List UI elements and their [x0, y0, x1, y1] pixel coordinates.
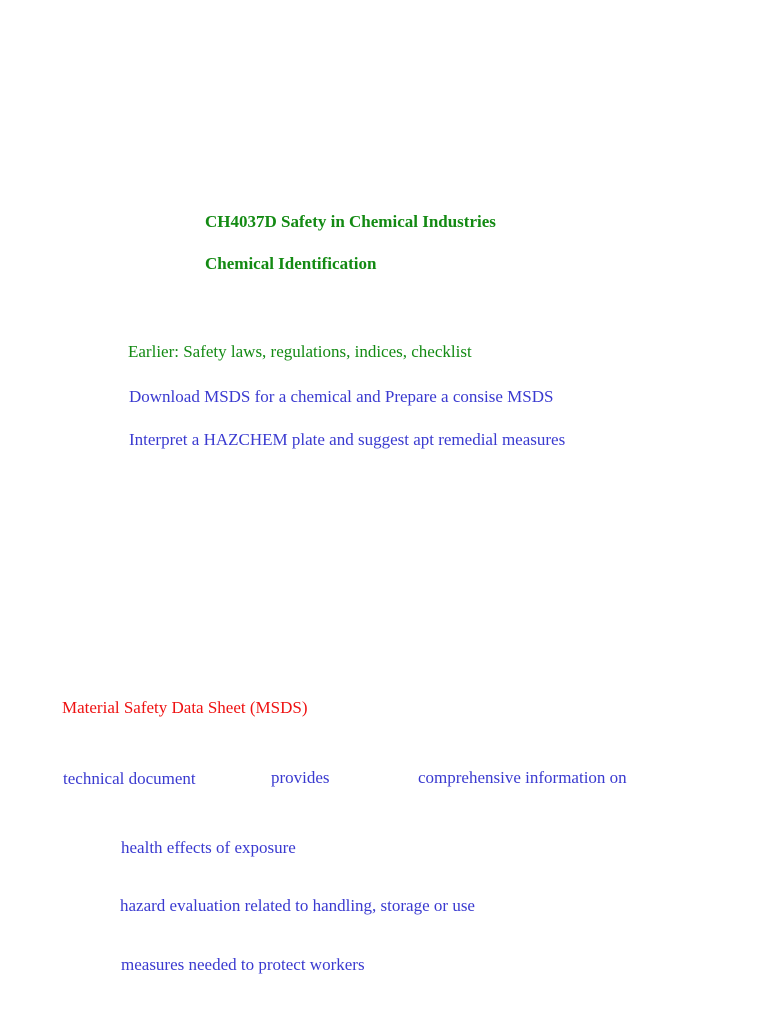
msds-item-protect-workers: measures needed to protect workers: [121, 955, 365, 974]
definition-provides: provides: [271, 768, 330, 787]
definition-comprehensive-information: comprehensive information on: [418, 768, 627, 787]
earlier-topics: Earlier: Safety laws, regulations, indices, checklist: [128, 342, 472, 361]
course-title: CH4037D Safety in Chemical Industries: [205, 212, 496, 231]
objective-msds: Download MSDS for a chemical and Prepare a consise MSDS: [129, 387, 554, 406]
msds-heading: Material Safety Data Sheet (MSDS): [62, 698, 308, 717]
definition-technical-document: technical document: [63, 769, 196, 788]
objective-hazchem: Interpret a HAZCHEM plate and suggest apt remedial measures: [129, 430, 566, 449]
topic-title: Chemical Identification: [205, 254, 377, 273]
msds-item-hazard-evaluation: hazard evaluation related to handling, storage or use: [120, 896, 475, 915]
msds-item-health-effects: health effects of exposure: [121, 838, 296, 857]
